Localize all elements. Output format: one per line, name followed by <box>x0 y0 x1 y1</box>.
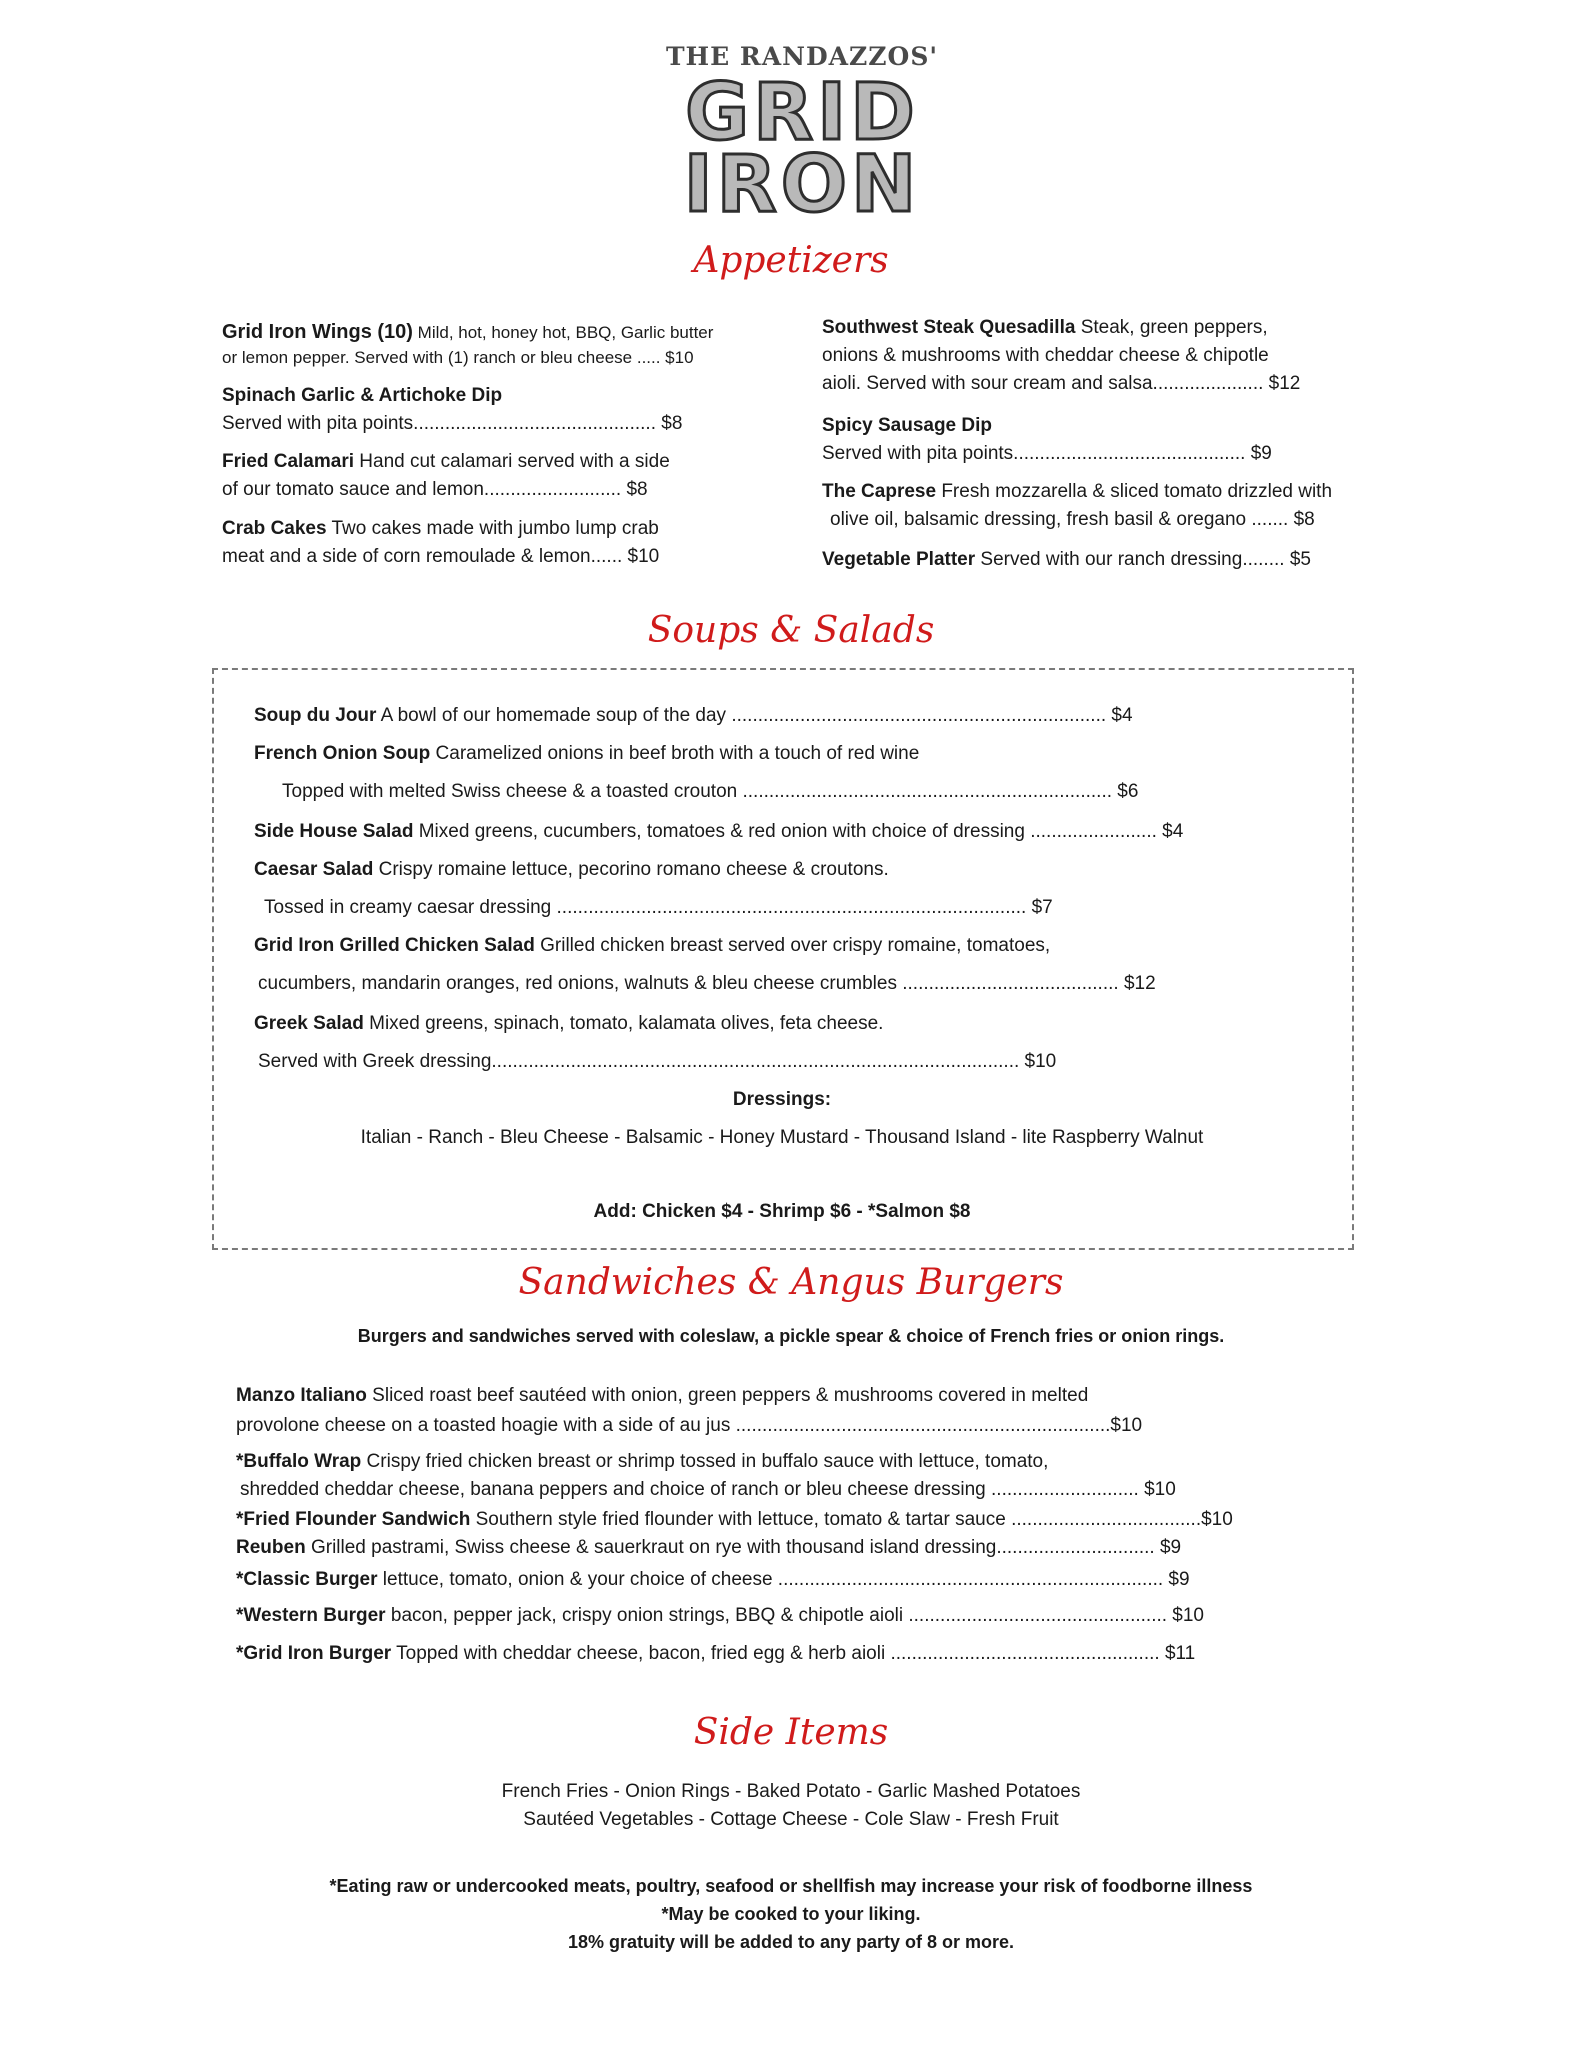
item-name: Spicy Sausage Dip <box>822 415 993 436</box>
sides-heading: Side Items <box>693 1712 889 1753</box>
item-name: Caesar Salad <box>254 859 374 880</box>
item-name: Reuben <box>236 1537 306 1558</box>
add-protein-line: Add: Chicken $4 - Shrimp $6 - *Salmon $8 <box>593 1201 971 1222</box>
menu-item-caprese <box>822 478 1392 534</box>
item-name: *Fried Flounder Sandwich <box>236 1509 471 1530</box>
item-desc: Hand cut calamari served with a side <box>354 451 670 472</box>
item-desc: Mixed greens, spinach, tomato, kalamata olives, feta cheese. <box>363 1013 884 1034</box>
item-desc: Topped with melted Swiss cheese & a toasted crouton ...................................................................... $6 <box>282 781 1139 802</box>
item-desc: Served with Greek dressing.................................................................................................... $10 <box>258 1051 1057 1072</box>
item-desc: Crispy fried chicken breast or shrimp tossed in buffalo sauce with lettuce, tomato, <box>361 1451 1049 1472</box>
item-name: Southwest Steak Quesadilla <box>822 317 1076 338</box>
item-name: Soup du Jour <box>254 705 377 726</box>
menu-item-fried-flounder <box>236 1506 1233 1534</box>
menu-item-wings <box>222 318 792 369</box>
logo-top-text: THE RANDAZZOS' <box>665 42 939 71</box>
sandwiches-intro: Burgers and sandwiches served with coleslaw, a pickle spear & choice of French fries or onion rings. <box>357 1326 1225 1346</box>
sandwiches-heading: Sandwiches & Angus Burgers <box>518 1262 1064 1303</box>
footer-warning: *Eating raw or undercooked meats, poultry, seafood or shellfish may increase your risk of foodborne illness <box>329 1876 1253 1896</box>
item-desc: olive oil, balsamic dressing, fresh basil & oregano ....... $8 <box>830 509 1315 530</box>
item-name: Grid Iron Grilled Chicken Salad <box>254 935 535 956</box>
item-desc: Topped with cheddar cheese, bacon, fried egg & herb aioli ................................................... $11 <box>391 1643 1196 1664</box>
item-desc: lettuce, tomato, onion & your choice of cheese ......................................................................... $9 <box>377 1569 1190 1590</box>
item-desc: shredded cheddar cheese, banana peppers and choice of ranch or bleu cheese dressing ............................ $10 <box>240 1479 1176 1500</box>
item-desc: or lemon pepper. Served with (1) ranch or bleu cheese ..... $10 <box>222 348 694 367</box>
item-desc: A bowl of our homemade soup of the day ....................................................................... $4 <box>376 705 1133 726</box>
menu-item-caesar-salad <box>254 856 889 884</box>
item-desc: Fresh mozzarella & sliced tomato drizzled with <box>936 481 1333 502</box>
menu-item-side-house-salad <box>254 818 1183 846</box>
menu-item-western-burger <box>236 1602 1204 1630</box>
item-name: Fried Calamari <box>222 451 354 472</box>
item-desc: Mixed greens, cucumbers, tomatoes & red onion with choice of dressing ........................ $4 <box>413 821 1184 842</box>
menu-item-buffalo-wrap <box>236 1448 1048 1476</box>
menu-item-calamari <box>222 448 792 504</box>
appetizers-heading: Appetizers <box>693 240 889 281</box>
item-name: Spinach Garlic & Artichoke Dip <box>222 385 503 406</box>
dressings-list: Italian - Ranch - Bleu Cheese - Balsamic - Honey Mustard - Thousand Island - lite Raspberry Walnut <box>360 1127 1204 1148</box>
menu-item-reuben <box>236 1534 1181 1562</box>
item-desc: meat and a side of corn remoulade & lemon...... $10 <box>222 546 660 567</box>
item-desc: Caramelized onions in beef broth with a touch of red wine <box>430 743 920 764</box>
item-desc: Two cakes made with jumbo lump crab <box>326 518 659 539</box>
menu-item-vegetable-platter <box>822 546 1392 574</box>
item-name: The Caprese <box>822 481 937 502</box>
item-desc: Sliced roast beef sautéed with onion, green peppers & mushrooms covered in melted <box>366 1385 1089 1406</box>
item-desc: Grilled chicken breast served over crispy romaine, tomatoes, <box>534 935 1051 956</box>
sides-line-2: Sautéed Vegetables - Cottage Cheese - Cole Slaw - Fresh Fruit <box>523 1809 1059 1830</box>
item-desc: aioli. Served with sour cream and salsa..................... $12 <box>822 373 1301 394</box>
item-desc: Served with our ranch dressing........ $5 <box>975 549 1311 570</box>
item-desc: of our tomato sauce and lemon.......................... $8 <box>222 479 648 500</box>
sides-line-1: French Fries - Onion Rings - Baked Potato - Garlic Mashed Potatoes <box>501 1781 1081 1802</box>
menu-item-crab-cakes <box>222 515 792 571</box>
item-desc: Crispy romaine lettuce, pecorino romano cheese & croutons. <box>373 859 889 880</box>
footer-gratuity: 18% gratuity will be added to any party of 8 or more. <box>567 1932 1015 1952</box>
menu-item-classic-burger <box>236 1566 1190 1594</box>
item-desc: Southern style fried flounder with lettuce, tomato & tartar sauce ....................................$10 <box>470 1509 1233 1530</box>
item-name: Manzo Italiano <box>236 1385 367 1406</box>
menu-item-manzo-italiano <box>236 1382 1088 1410</box>
menu-item-french-onion <box>254 740 919 768</box>
item-desc: Tossed in creamy caesar dressing ......................................................................................... $7 <box>264 897 1053 918</box>
logo-grid-text: GRID <box>685 68 919 158</box>
item-name: *Classic Burger <box>236 1569 378 1590</box>
item-name: Grid Iron Wings (10) <box>222 321 413 343</box>
item-desc: Served with pita points............................................ $9 <box>822 443 1272 464</box>
logo-iron-text: IRON <box>683 140 921 230</box>
item-name: Side House Salad <box>254 821 414 842</box>
item-desc: Mild, hot, honey hot, BBQ, Garlic butter <box>412 323 714 342</box>
menu-item-soup-du-jour <box>254 702 1133 730</box>
item-name: *Grid Iron Burger <box>236 1643 392 1664</box>
item-name: Vegetable Platter <box>822 549 976 570</box>
item-desc: Steak, green peppers, <box>1075 317 1268 338</box>
item-desc: Grilled pastrami, Swiss cheese & sauerkraut on rye with thousand island dressing.............................. $9 <box>305 1537 1182 1558</box>
soups-heading: Soups & Salads <box>647 610 935 651</box>
item-desc: cucumbers, mandarin oranges, red onions, walnuts & bleu cheese crumbles ......................................... $12 <box>258 973 1156 994</box>
item-desc: provolone cheese on a toasted hoagie with a side of au jus .......................................................................$10 <box>236 1415 1143 1436</box>
menu-item-quesadilla <box>822 314 1382 398</box>
item-name: *Western Burger <box>236 1605 386 1626</box>
dressings-label: Dressings: <box>732 1089 832 1110</box>
item-desc: bacon, pepper jack, crispy onion strings, BBQ & chipotle aioli ................................................. $10 <box>385 1605 1205 1626</box>
item-desc: Served with pita points.............................................. $8 <box>222 413 683 434</box>
item-name: Crab Cakes <box>222 518 327 539</box>
menu-item-grilled-chicken-salad <box>254 932 1050 960</box>
item-desc: onions & mushrooms with cheddar cheese & chipotle <box>822 345 1269 366</box>
menu-item-spinach-dip <box>222 382 792 438</box>
item-name: French Onion Soup <box>254 743 431 764</box>
logo <box>652 42 952 230</box>
footer-cook-note: *May be cooked to your liking. <box>661 1904 921 1924</box>
item-name: *Buffalo Wrap <box>236 1451 362 1472</box>
item-name: Greek Salad <box>254 1013 364 1034</box>
menu-item-greek-salad <box>254 1010 883 1038</box>
menu-item-grid-iron-burger <box>236 1640 1195 1668</box>
menu-item-sausage-dip <box>822 412 1382 468</box>
